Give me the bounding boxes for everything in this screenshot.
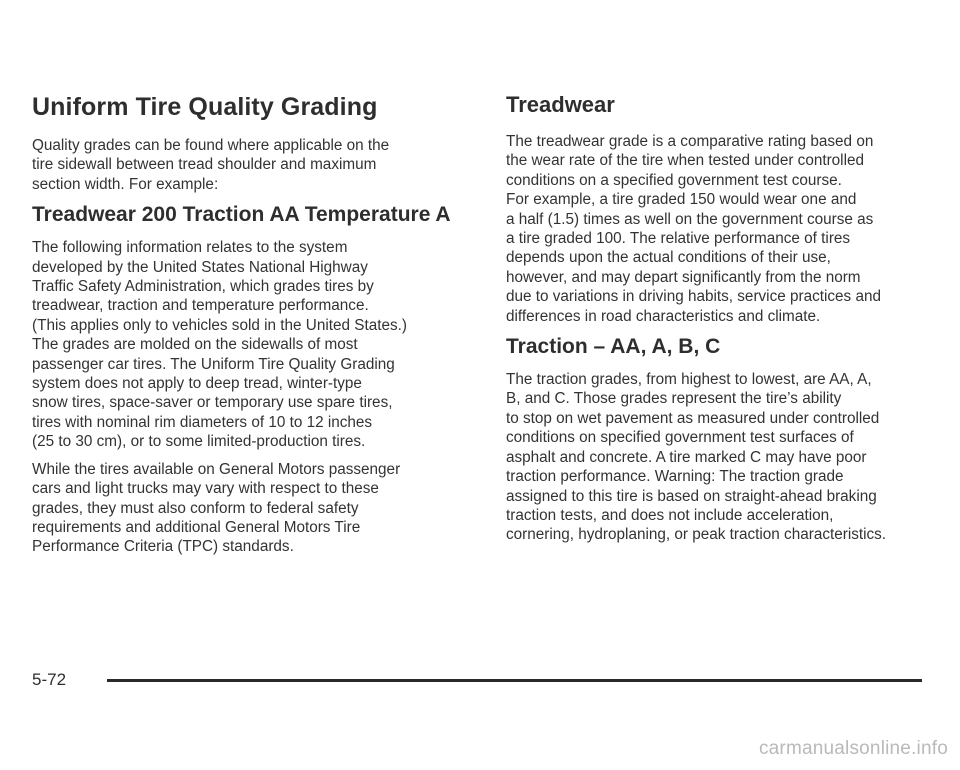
text-line: differences in road characteristics and climate. — [506, 307, 821, 325]
text-line: a tire graded 100. The relative performance of tires — [506, 230, 851, 248]
text-line: cars and light trucks may vary with respect to these — [32, 480, 379, 498]
text-line: asphalt and concrete. A tire marked C may have poor — [506, 448, 867, 466]
text-line: depends upon the actual conditions of their use, — [506, 249, 831, 267]
right-column — [506, 92, 936, 553]
text-line: B, and C. Those grades represent the tire’s ability — [506, 390, 842, 408]
text-line: however, and may depart significantly from the norm — [506, 268, 861, 286]
system-paragraph — [32, 238, 464, 451]
text-line: tires with nominal rim diameters of 10 to 12 inches — [32, 413, 373, 431]
text-line: The traction grades, from highest to lowest, are AA, A, — [506, 371, 872, 389]
text-line: requirements and additional General Motors Tire — [32, 518, 361, 536]
treadwear-paragraph — [506, 132, 936, 326]
text-line: conditions on specified government test surfaces of — [506, 429, 854, 447]
text-line: (This applies only to vehicles sold in the United States.) — [32, 316, 407, 334]
left-column — [32, 92, 464, 565]
text-line: treadwear, traction and temperature performance. — [32, 297, 369, 315]
page-number: 5-72 — [32, 670, 67, 689]
traction-paragraph — [506, 370, 936, 545]
text-line: grades, they must also conform to federal safety — [32, 499, 359, 517]
text-line: section width. For example: — [32, 175, 219, 193]
text-line: The treadwear grade is a comparative rating based on — [506, 133, 874, 150]
text-line: to stop on wet pavement as measured under controlled — [506, 409, 880, 427]
text-line: Quality grades can be found where applicable on the — [32, 137, 390, 154]
text-line: developed by the United States National Highway — [32, 258, 368, 276]
example-heading: Treadwear 200 Traction AA Temperature A — [32, 203, 451, 227]
watermark-text: carmanualsonline.info — [758, 738, 948, 759]
text-line: assigned to this tire is based on straight-ahead braking — [506, 487, 877, 505]
text-line: a half (1.5) times as well on the government course as — [506, 210, 874, 228]
treadwear-heading: Treadwear — [506, 92, 615, 117]
text-line: traction tests, and does not include acceleration, — [506, 506, 834, 524]
gm-paragraph — [32, 460, 464, 557]
text-line: conditions on a specified government test course. — [506, 171, 842, 189]
intro-paragraph — [32, 136, 464, 194]
text-line: due to variations in driving habits, service practices and — [506, 288, 881, 306]
text-line: system does not apply to deep tread, winter-type — [32, 375, 362, 393]
section-title: Uniform Tire Quality Grading — [32, 93, 378, 121]
traction-heading: Traction – AA, A, B, C — [506, 335, 721, 359]
text-line: Performance Criteria (TPC) standards. — [32, 538, 294, 556]
text-line: the wear rate of the tire when tested under controlled — [506, 152, 864, 170]
text-line: cornering, hydroplaning, or peak traction characteristics. — [506, 526, 887, 544]
text-line: passenger car tires. The Uniform Tire Quality Grading — [32, 355, 395, 373]
text-line: Traffic Safety Administration, which grades tires by — [32, 278, 374, 296]
text-line: The grades are molded on the sidewalls of most — [32, 336, 358, 354]
text-line: The following information relates to the system — [32, 239, 348, 257]
text-line: tire sidewall between tread shoulder and maximum — [32, 156, 377, 174]
text-line: For example, a tire graded 150 would wear one and — [506, 191, 857, 209]
text-line: While the tires available on General Motors passenger — [32, 460, 401, 478]
text-line: traction performance. Warning: The traction grade — [506, 468, 844, 486]
text-line: snow tires, space-saver or temporary use spare tires, — [32, 394, 393, 412]
footer-rule — [107, 679, 922, 682]
text-line: (25 to 30 cm), or to some limited-production tires. — [32, 433, 366, 451]
